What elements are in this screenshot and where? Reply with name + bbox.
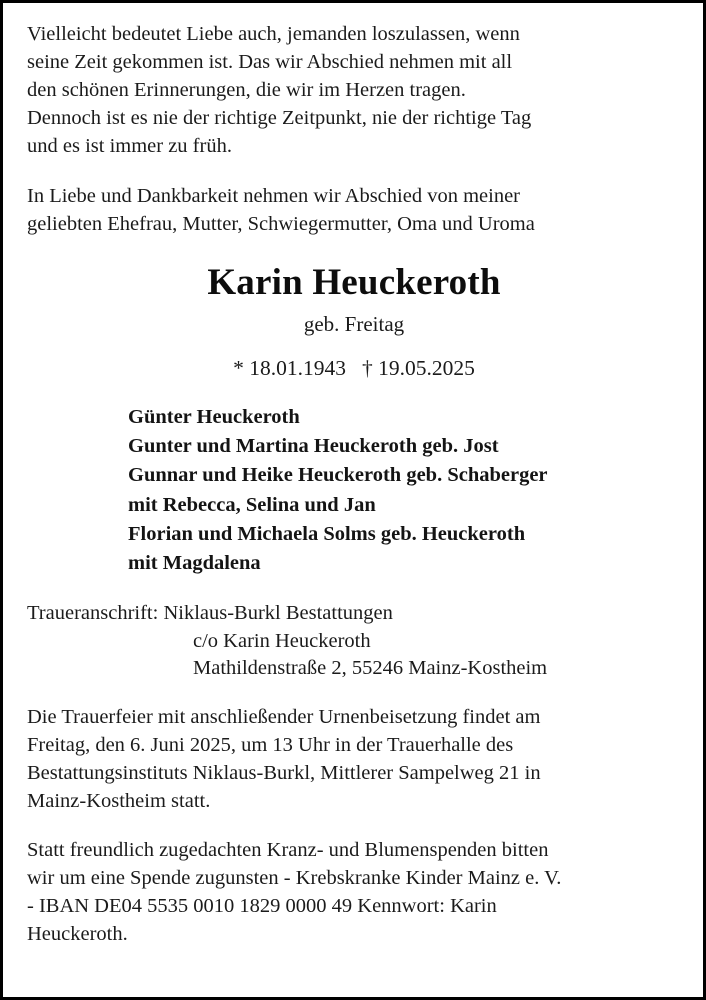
birth-date: 18.01.1943 xyxy=(249,355,346,380)
service-line: Freitag, den 6. Juni 2025, um 13 Uhr in der Trauerhalle des xyxy=(27,734,514,757)
family-line: Günter Heuckeroth xyxy=(128,405,300,428)
memorial-poem xyxy=(27,21,681,161)
service-line: Bestattungsinstituts Niklaus-Burkl, Mittlerer Sampelweg 21 in xyxy=(27,762,541,785)
poem-line: und es ist immer zu früh. xyxy=(27,134,232,157)
birth-star-icon: * xyxy=(233,355,244,380)
dedication-line: geliebten Ehefrau, Mutter, Schwiegermutter, Oma und Uroma xyxy=(27,212,535,235)
family-line: Gunnar und Heike Heuckeroth geb. Schaberger xyxy=(128,464,548,487)
surviving-family-list xyxy=(128,403,681,579)
service-line: Die Trauerfeier mit anschließender Urnenbeisetzung findet am xyxy=(27,706,541,729)
deceased-name-block xyxy=(27,263,681,381)
donation-request xyxy=(27,837,681,949)
life-dates xyxy=(27,356,681,381)
poem-line: den schönen Erinnerungen, die wir im Herzen tragen. xyxy=(27,78,466,101)
funeral-service-details xyxy=(27,704,681,816)
poem-line: Vielleicht bedeutet Liebe auch, jemanden loszulassen, wenn xyxy=(27,23,520,45)
mourning-address-label-line: Traueranschrift: Niklaus-Burkl Bestattungen xyxy=(27,601,393,624)
service-line: Mainz-Kostheim statt. xyxy=(27,790,211,813)
donation-line: Statt freundlich zugedachten Kranz- und Blumenspenden bitten xyxy=(27,839,549,862)
family-line: Gunter und Martina Heuckeroth geb. Jost xyxy=(128,434,499,457)
death-date: 19.05.2025 xyxy=(378,355,475,380)
family-line: Florian und Michaela Solms geb. Heuckeroth xyxy=(128,522,526,545)
mourning-address-line: Mathildenstraße 2, 55246 Mainz-Kostheim xyxy=(193,657,548,680)
dedication-text xyxy=(27,183,681,239)
deceased-name: Karin Heuckeroth xyxy=(207,261,501,303)
donation-line: - IBAN DE04 5535 0010 1829 0000 49 Kennwort: Karin xyxy=(27,895,497,918)
mourning-address xyxy=(27,600,681,684)
death-cross-icon: † xyxy=(362,355,373,380)
donation-line: wir um eine Spende zugunsten - Krebskranke Kinder Mainz e. V. xyxy=(27,867,562,890)
mourning-address-line: c/o Karin Heuckeroth xyxy=(193,629,371,652)
family-line: mit Magdalena xyxy=(128,552,261,575)
family-line: mit Rebecca, Selina und Jan xyxy=(128,493,376,516)
maiden-name: geb. Freitag xyxy=(303,312,405,337)
poem-line: Dennoch ist es nie der richtige Zeitpunkt, nie der richtige Tag xyxy=(27,106,532,129)
poem-line: seine Zeit gekommen ist. Das wir Abschied nehmen mit all xyxy=(27,50,513,73)
dedication-line: In Liebe und Dankbarkeit nehmen wir Abschied von meiner xyxy=(27,184,520,207)
donation-line: Heuckeroth. xyxy=(27,923,128,946)
